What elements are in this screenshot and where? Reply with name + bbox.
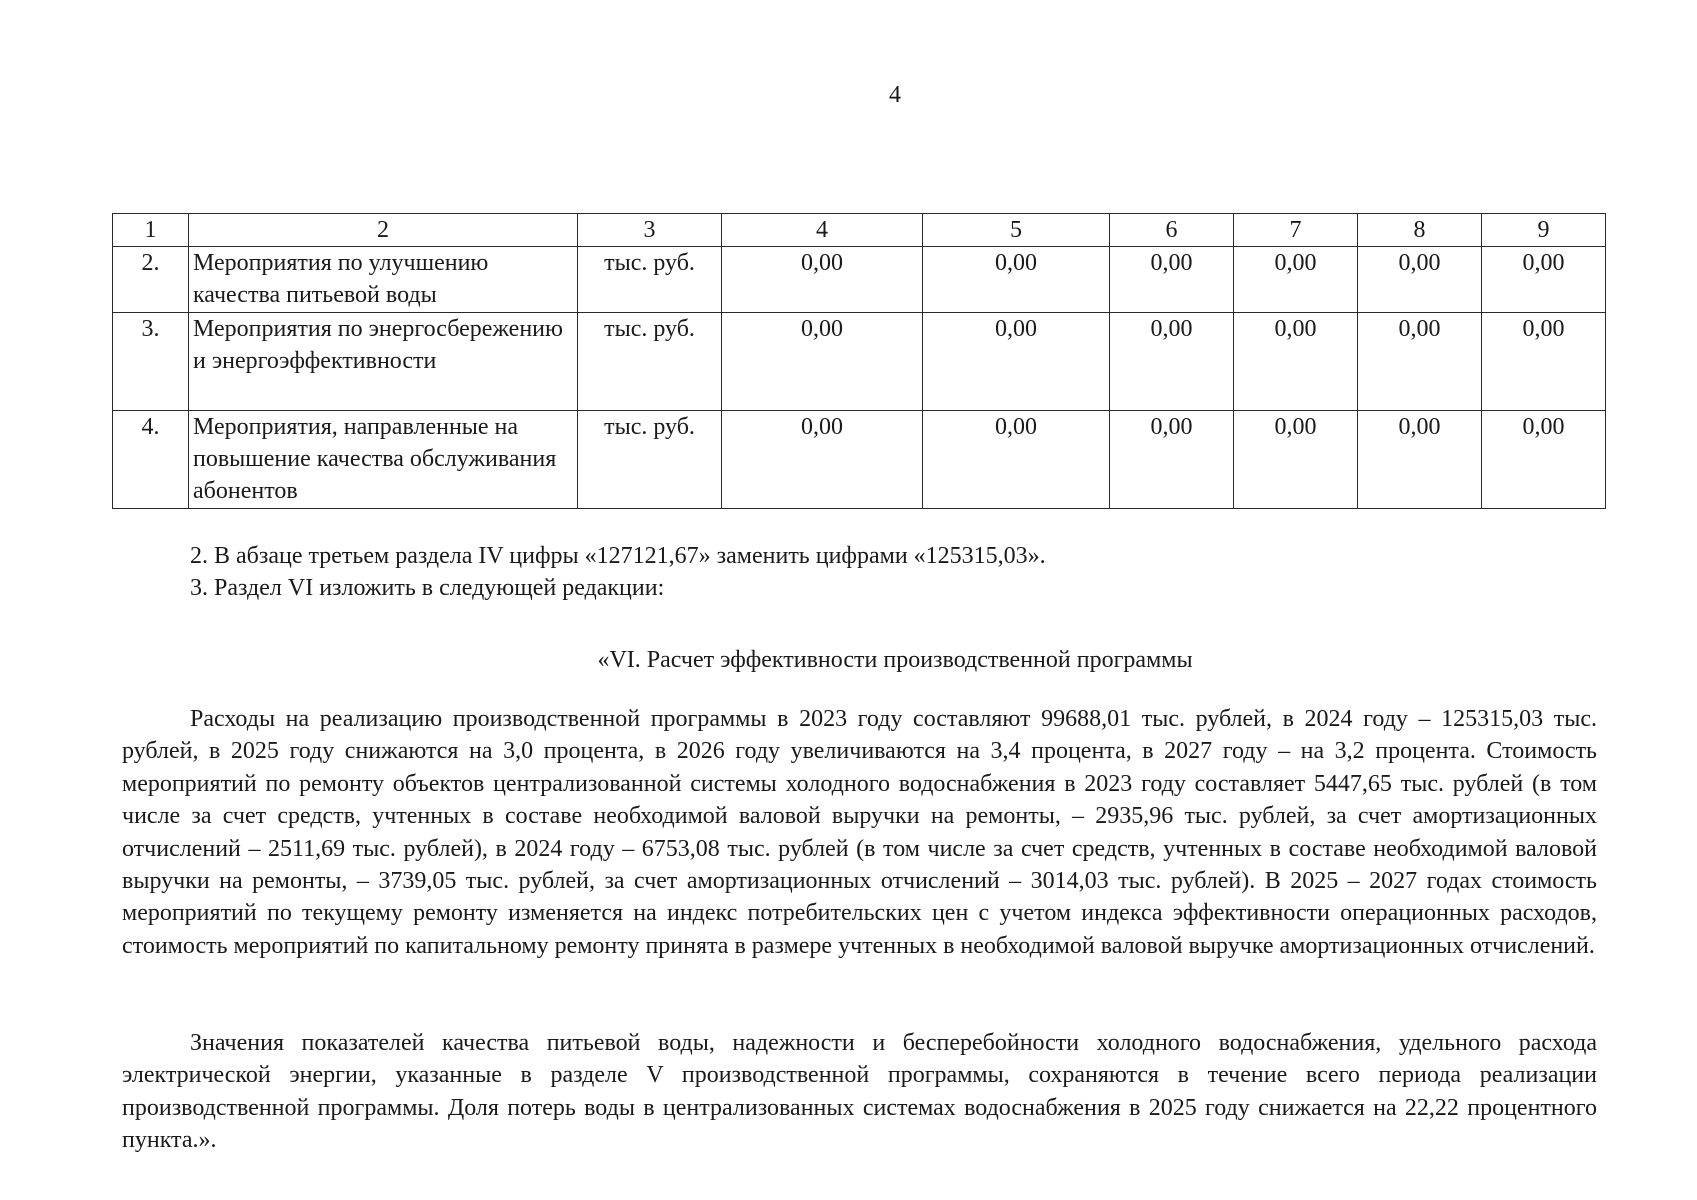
value-cell: 0,00 <box>1358 411 1482 509</box>
value-cell: 0,00 <box>722 411 923 509</box>
measures-table <box>112 213 1606 509</box>
paragraph-indicators: Значения показателей качества питьевой воды, надежности и бесперебойности холодного водоснабжения, удельного расхода электрической энергии, указанные в разделе V производственной программы, сохраняются в течение всего периода реализации производственной программы. Доля потерь воды в централизованных системах водоснабжения в 2025 году снижается на 22,22 процентного пункта.». <box>122 1030 1597 1154</box>
column-header: 5 <box>923 214 1110 247</box>
unit: тыс. руб. <box>578 411 722 509</box>
row-number: 4. <box>113 411 189 509</box>
amendment-item-3: 3. Раздел VI изложить в следующей редакции: <box>190 575 665 601</box>
value-cell: 0,00 <box>1234 411 1358 509</box>
measure-name: Мероприятия по улучшению качества питьевой воды <box>189 247 578 313</box>
unit: тыс. руб. <box>578 247 722 313</box>
value-cell: 0,00 <box>923 411 1110 509</box>
table-row <box>113 313 1606 411</box>
value-cell: 0,00 <box>1482 313 1606 411</box>
value-cell: 0,00 <box>923 313 1110 411</box>
column-header: 7 <box>1234 214 1358 247</box>
value-cell: 0,00 <box>1110 247 1234 313</box>
value-cell: 0,00 <box>722 247 923 313</box>
value-cell: 0,00 <box>1234 247 1358 313</box>
value-cell: 0,00 <box>1110 313 1234 411</box>
value-cell: 0,00 <box>1358 313 1482 411</box>
measure-name: Мероприятия, направленные на повышение качества обслуживания абонентов <box>189 411 578 509</box>
section-title: «VI. Расчет эффективности производственной программы <box>597 647 1193 673</box>
value-cell: 0,00 <box>722 313 923 411</box>
table-header-row <box>113 214 1606 247</box>
row-number: 3. <box>113 313 189 411</box>
measure-name: Мероприятия по энергосбережению и энергоэффективности <box>189 313 578 411</box>
column-header: 2 <box>189 214 578 247</box>
value-cell: 0,00 <box>1482 247 1606 313</box>
column-header: 3 <box>578 214 722 247</box>
value-cell: 0,00 <box>923 247 1110 313</box>
column-header: 9 <box>1482 214 1606 247</box>
table-row <box>113 247 1606 313</box>
paragraph-expenses: Расходы на реализацию производственной программы в 2023 году составляют 99688,01 тыс. рублей, в 2024 году – 125315,03 тыс. рублей, в 2025 году снижаются на 3,0 процента, в 2026 году увеличиваются на 3,4 процента, в 2027 году – на 3,2 процента. Стоимость мероприятий по ремонту объектов централизованной системы холодного водоснабжения в 2023 году составляет 5447,65 тыс. рублей (в том числе за счет средств, учтенных в составе необходимой валовой выручки на ремонты, – 2935,96 тыс. рублей, за счет амортизационных отчислений – 2511,69 тыс. рублей), в 2024 году – 6753,08 тыс. рублей (в том числе за счет средств, учтенных в составе необходимой валовой выручки на ремонты, – 3739,05 тыс. рублей, за счет амортизационных отчислений – 3014,03 тыс. рублей). В 2025 – 2027 годах стоимость мероприятий по текущему ремонту изменяется на индекс потребительских цен с учетом индекса эффективности операционных расходов, стоимость мероприятий по капитальному ремонту принята в размере учтенных в необходимой валовой выручке амортизационных отчислений. <box>122 706 1597 959</box>
row-number: 2. <box>113 247 189 313</box>
value-cell: 0,00 <box>1234 313 1358 411</box>
column-header: 6 <box>1110 214 1234 247</box>
amendment-item-2: 2. В абзаце третьем раздела IV цифры «127121,67» заменить цифрами «125315,03». <box>190 543 1046 569</box>
table-row <box>113 411 1606 509</box>
column-header: 1 <box>113 214 189 247</box>
value-cell: 0,00 <box>1110 411 1234 509</box>
value-cell: 0,00 <box>1358 247 1482 313</box>
unit: тыс. руб. <box>578 313 722 411</box>
column-header: 8 <box>1358 214 1482 247</box>
value-cell: 0,00 <box>1482 411 1606 509</box>
page-number: 4 <box>889 82 901 108</box>
column-header: 4 <box>722 214 923 247</box>
